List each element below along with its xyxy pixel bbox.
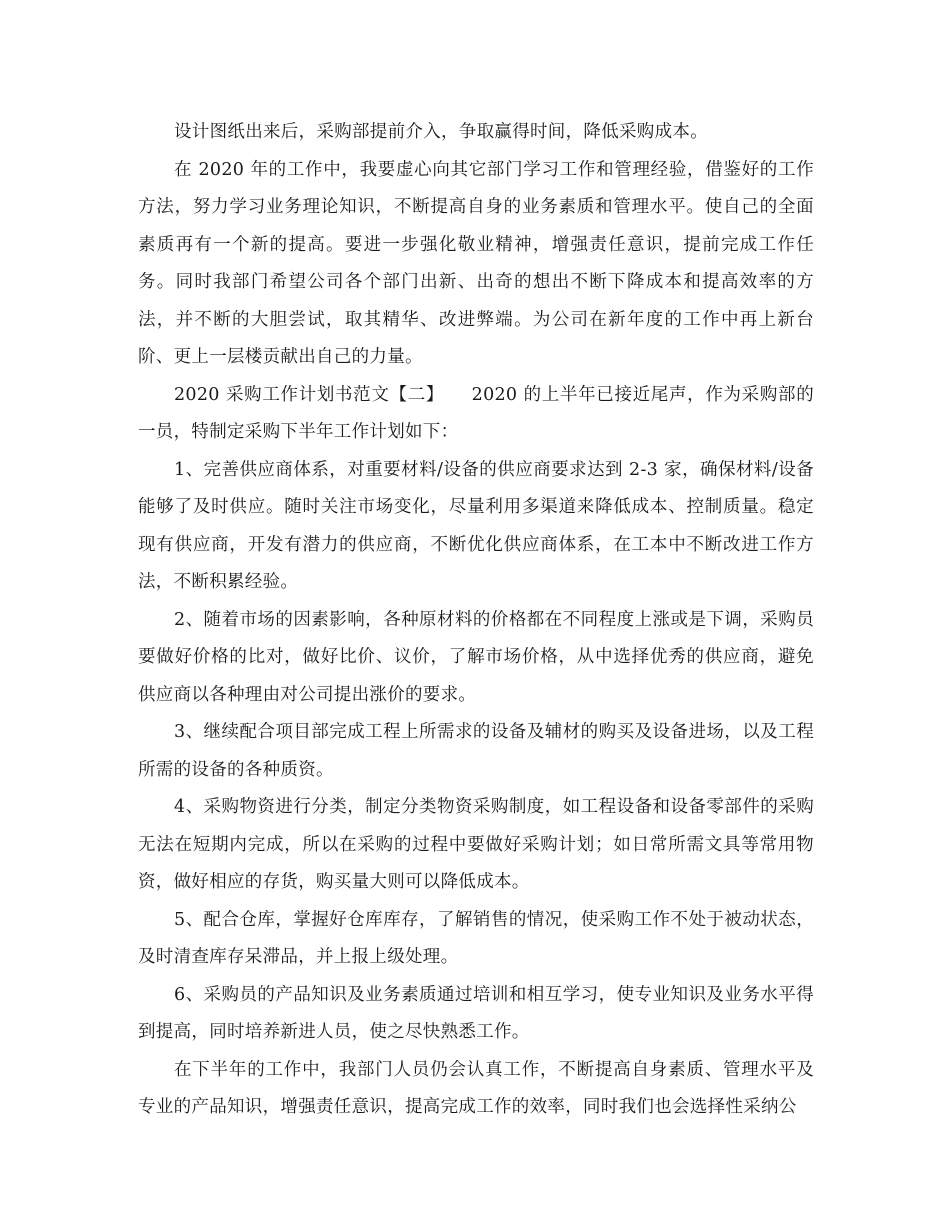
- paragraph-sample-two-intro: 2020 采购工作计划书范文【二】 2020 的上半年已接近尾声，作为采购部的一员，特制定采购下半年工作计划如下：: [138, 384, 814, 442]
- paragraph-item-1: 1、完善供应商体系，对重要材料/设备的供应商要求达到 2-3 家，确保材料/设备能够了及时供应。随时关注市场变化，尽量利用多渠道来降低成本、控制质量。稳定现有供应商，开发有潜力的供应商，不断优化供应商体系，在工本中不断改进工作方法，不断积累经验。: [138, 459, 814, 592]
- paragraph-item-6: 6、采购员的产品知识及业务素质通过培训和相互学习，使专业知识及业务水平得到提高，同时培养新进人员，使之尽快熟悉工作。: [138, 984, 814, 1042]
- document-body: [138, 114, 814, 1127]
- paragraph-design-drawings: 设计图纸出来后，采购部提前介入，争取赢得时间，降低采购成本。: [174, 122, 708, 142]
- paragraph-item-5: 5、配合仓库，掌握好仓库库存，了解销售的情况，使采购工作不处于被动状态，及时清查库存呆滞品，并上报上级处理。: [138, 909, 814, 967]
- paragraph-item-2: 2、随着市场的因素影响，各种原材料的价格都在不同程度上涨或是下调，采购员要做好价格的比对，做好比价、议价，了解市场价格，从中选择优秀的供应商，避免供应商以各种理由对公司提出涨价的要求。: [138, 609, 814, 705]
- paragraph-second-half-summary: 在下半年的工作中，我部门人员仍会认真工作，不断提高自身素质、管理水平及专业的产品知识，增强责任意识，提高完成工作的效率，同时我们也会选择性采纳公: [138, 1059, 814, 1117]
- paragraph-item-3: 3、继续配合项目部完成工程上所需求的设备及辅材的购买及设备进场，以及工程所需的设备的各种质资。: [138, 722, 814, 780]
- paragraph-2020-work-plan: 在 2020 年的工作中，我要虚心向其它部门学习工作和管理经验，借鉴好的工作方法，努力学习业务理论知识，不断提高自身的业务素质和管理水平。使自己的全面素质再有一个新的提高。要进一步强化敬业精神，增强责任意识，提前完成工作任务。同时我部门希望公司各个部门出新、出奇的想出不断下降成本和提高效率的方法，并不断的大胆尝试，取其精华、改进弊端。为公司在新年度的工作中再上新台阶、更上一层楼贡献出自己的力量。: [138, 159, 814, 367]
- paragraph-item-4: 4、采购物资进行分类，制定分类物资采购制度，如工程设备和设备零部件的采购无法在短期内完成，所以在采购的过程中要做好采购计划；如日常所需文具等常用物资，做好相应的存货，购买量大则可以降低成本。: [138, 797, 814, 892]
